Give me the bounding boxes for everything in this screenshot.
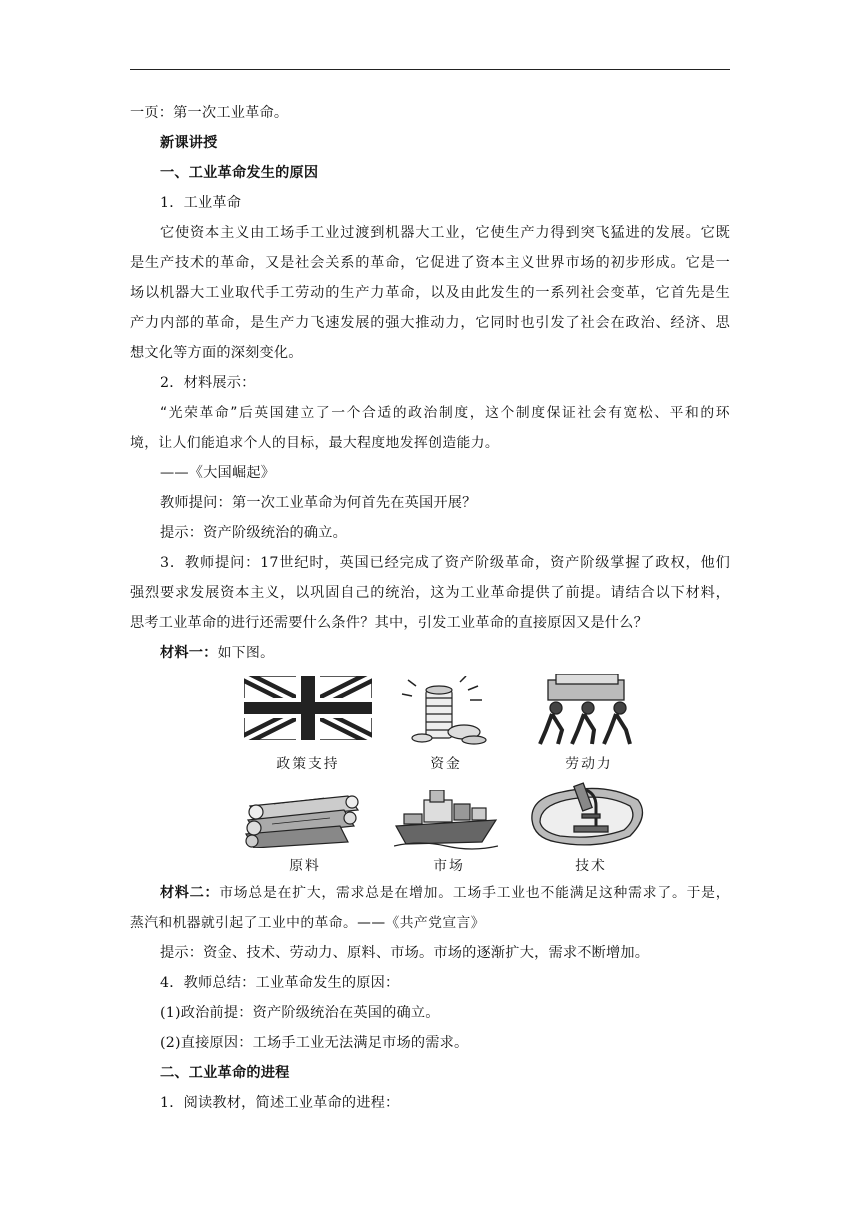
text-line: 2．材料展示： [160, 375, 256, 391]
header-rule [130, 69, 730, 70]
text-line: (2)直接原因：工场手工业无法满足市场的需求。 [160, 1035, 469, 1051]
text-line: 是生产技术的革命，又是社会关系的革命，它促进了资本主义世界市场的初步形成。它是一 [130, 255, 730, 271]
material-two-label: 材料二： [160, 885, 220, 901]
material-one-text: 如下图。 [217, 645, 275, 661]
text-line: 它使资本主义由工场手工业过渡到机器大工业，它使生产力得到突飞猛进的发展。它既 [160, 225, 730, 241]
quote-line: 境，让人们能追求个人的目标，最大程度地发挥创造能力。 [130, 435, 500, 451]
text-line: 4．教师总结：工业革命发生的原因： [160, 975, 400, 991]
text-line: 思考工业革命的进行还需要什么条件？其中，引发工业革命的直接原因又是什么？ [130, 615, 648, 631]
coin-stack-icon [398, 676, 494, 746]
material-one-label: 材料一： [160, 645, 218, 661]
text-line: 提示：资产阶级统治的确立。 [160, 525, 348, 541]
text-line: 一页：第一次工业革命。 [130, 105, 289, 121]
union-jack-flag-icon [244, 676, 372, 740]
figure-caption: 资金 [430, 756, 462, 772]
material-label [130, 643, 730, 663]
citation: ——《大国崛起》 [160, 465, 276, 481]
text-line: 1．阅读教材，简述工业革命的进程： [160, 1095, 400, 1111]
figure-caption: 劳动力 [565, 756, 613, 772]
section-heading: 一、工业革命发生的原因 [160, 165, 319, 181]
figure-caption: 技术 [575, 858, 607, 874]
figure-caption: 市场 [433, 858, 465, 874]
text-line: 想文化等方面的深刻变化。 [130, 345, 303, 361]
material-two-text: 市场总是在扩大，需求总是在增加。工场手工业也不能满足这种需求了。于是， [219, 885, 730, 901]
text-line: (1)政治前提：资产阶级统治在英国的确立。 [160, 1005, 440, 1021]
section-heading: 新课讲授 [160, 135, 218, 151]
text-line: 强烈要求发展资本主义，以巩固自己的统治，这为工业革命提供了前提。请结合以下材料， [130, 585, 730, 601]
figure-caption: 原料 [289, 858, 321, 874]
text-line: 教师提问：第一次工业革命为何首先在英国开展？ [160, 495, 477, 511]
quote-line: “光荣革命”后英国建立了一个合适的政治制度，这个制度保证社会有宽松、平和的环 [160, 405, 730, 421]
microscope-icon [526, 780, 650, 850]
quote-line: 蒸汽和机器就引起了工业中的革命。——《共产党宣言》 [130, 915, 485, 931]
material-two-line [130, 883, 730, 903]
text-line: 产力内部的革命，是生产力飞速发展的强大推动力，它同时也引发了社会在政治、经济、思 [130, 315, 730, 331]
text-line: 场以机器大工业取代手工劳动的生产力革命，以及由此发生的一系列社会变革，它首先是生 [130, 285, 730, 301]
figure-caption: 政策支持 [276, 756, 340, 772]
text-line: 1．工业革命 [160, 195, 242, 211]
cargo-ship-icon [394, 790, 498, 850]
timber-pile-icon [244, 786, 362, 848]
text-line: 3．教师提问：17世纪时，英国已经完成了资产阶级革命，资产阶级掌握了政权，他们 [160, 555, 730, 571]
workers-carrying-icon [534, 674, 644, 746]
section-heading: 二、工业革命的进程 [160, 1065, 290, 1081]
text-line: 提示：资金、技术、劳动力、原料、市场。市场的逐渐扩大，需求不断增加。 [160, 945, 650, 961]
